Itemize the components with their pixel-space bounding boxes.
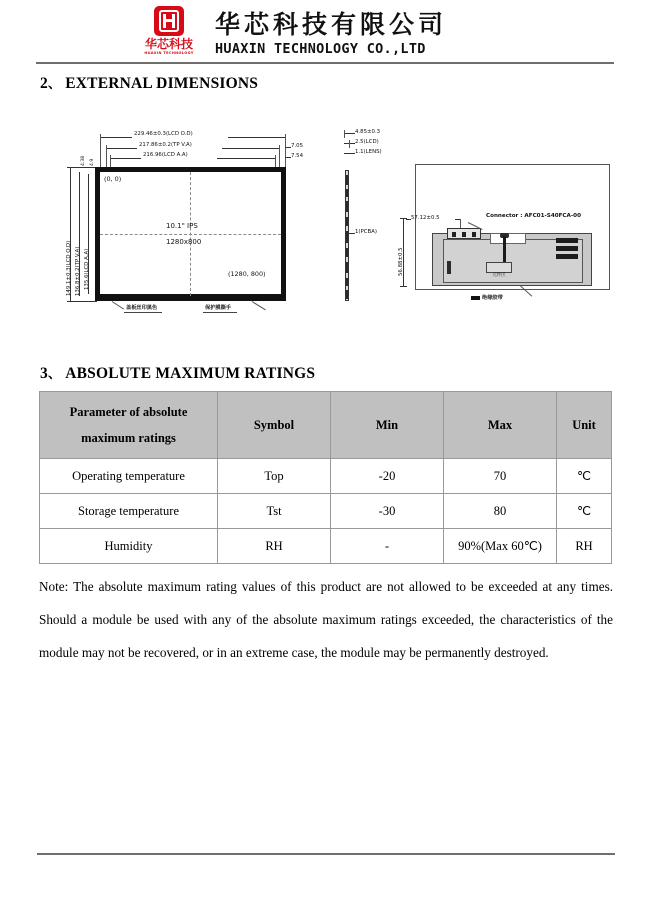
cell-min: -: [331, 529, 444, 564]
end-coordinate-label: (1280, 800): [228, 270, 266, 278]
back-dim-height: 56.88±0.5: [398, 247, 404, 276]
table-header-min: Min: [331, 392, 444, 459]
table-header-max: Max: [444, 392, 557, 459]
table-header-parameter-line2: maximum ratings: [81, 431, 176, 445]
table-row: [40, 459, 612, 494]
connector-footprint: [447, 228, 481, 239]
logo-chinese-text: 华芯科技: [144, 37, 193, 51]
cell-max: 90%(Max 60℃): [444, 529, 557, 564]
section-mark: 、: [47, 77, 62, 92]
cell-max: 70: [444, 459, 557, 494]
logo-mark-icon: [154, 6, 184, 36]
front-dim-left-small-2: 4.9: [90, 158, 95, 166]
header-divider: [36, 62, 614, 64]
section-number: 3: [40, 365, 48, 382]
table-header-unit: Unit: [557, 392, 612, 459]
cell-parameter: Humidity: [40, 529, 218, 564]
section-heading-external-dimensions: [40, 73, 258, 93]
section-number: 2: [40, 75, 48, 92]
company-logo: [128, 6, 210, 56]
front-dim-left-small-1: 4.38: [81, 155, 86, 166]
cell-symbol: Tst: [218, 494, 331, 529]
section-title: EXTERNAL DIMENSIONS: [65, 75, 259, 92]
center-line-horizontal: [100, 234, 281, 235]
table-header-symbol: Symbol: [218, 392, 331, 459]
table-header-parameter: [40, 392, 218, 459]
component-zone-label: 元件区: [492, 273, 506, 278]
ratings-note-paragraph: Note: The absolute maximum rating values of this product are not allowed to be exceeded at any times. Should a module be used with any of the absolute maximum ratings exceeded, the characteristics of the module may not be recovered, or in an extreme case, the module may be permanently destroyed.: [39, 579, 613, 660]
section-mark: 、: [47, 367, 62, 382]
section-heading-absolute-maximum-ratings: [40, 363, 315, 383]
cell-symbol: Top: [218, 459, 331, 494]
cell-unit: ℃: [557, 459, 612, 494]
panel-resolution-label: 1280x800: [166, 238, 202, 246]
side-dim-2: 2.5(LCD): [355, 139, 379, 145]
front-note-right: 保护膜撕手: [205, 305, 231, 311]
page-header: [0, 0, 650, 66]
origin-coordinate-label: (0, 0): [104, 175, 122, 183]
insulation-tape-note: [471, 294, 503, 301]
table-row: [40, 529, 612, 564]
cell-parameter: Storage temperature: [40, 494, 218, 529]
back-small-component: [447, 261, 451, 274]
cell-parameter: Operating temperature: [40, 459, 218, 494]
front-dim-right-1: 7.05: [291, 143, 304, 149]
front-dim-top-1: 229.46±0.3(LCD O.D): [134, 131, 193, 137]
cell-min: -20: [331, 459, 444, 494]
side-dim-1: 4.85±0.3: [355, 129, 381, 135]
front-note-left: 盖板丝印黑色: [126, 305, 158, 311]
connector-label: Connector : AFC01-S40FCA-00: [486, 213, 581, 219]
footer-divider: [37, 853, 615, 855]
table-row: [40, 494, 612, 529]
front-dim-left-3: 135.6(LCD A.A): [84, 248, 90, 290]
component-zone-box: [486, 262, 512, 278]
front-dim-left-1: 149.1±0.3(LCD O.D): [66, 240, 72, 296]
front-dim-left-2: 136.8±0.2(TP V.A): [75, 246, 81, 296]
mount-pillar: [503, 236, 506, 262]
side-dim-3: 1.1(LENS): [355, 149, 382, 155]
cell-unit: RH: [557, 529, 612, 564]
absolute-maximum-ratings-table: [39, 391, 612, 564]
cell-symbol: RH: [218, 529, 331, 564]
company-name-english: HUAXIN TECHNOLOGY CO.,LTD: [215, 41, 426, 57]
company-name-chinese: 华芯科技有限公司: [215, 10, 448, 39]
side-dim-4: 1(PCBA): [355, 229, 378, 235]
table-header-row: [40, 392, 612, 459]
section-title: ABSOLUTE MAXIMUM RATINGS: [65, 365, 316, 382]
front-dim-right-2: 7.54: [291, 153, 304, 159]
lcd-panel-side-view: [345, 170, 349, 301]
fpc-connector-stack: [556, 238, 578, 264]
cell-min: -30: [331, 494, 444, 529]
table-header-parameter-line1: Parameter of absolute: [69, 405, 188, 419]
insulation-tape-label: 绝缘胶带: [482, 295, 503, 301]
cell-max: 80: [444, 494, 557, 529]
panel-size-label: 10.1" IPS: [166, 222, 198, 230]
back-dim-width: 57.12±0.5: [411, 215, 440, 221]
external-dimensions-drawing: [0, 118, 650, 323]
front-dim-top-3: 216.96(LCD A.A): [143, 152, 188, 158]
cell-unit: ℃: [557, 494, 612, 529]
logo-english-text: HUAXIN TECHNOLOGY: [144, 51, 194, 55]
front-dim-top-2: 217.86±0.2(TP V.A): [139, 142, 192, 148]
